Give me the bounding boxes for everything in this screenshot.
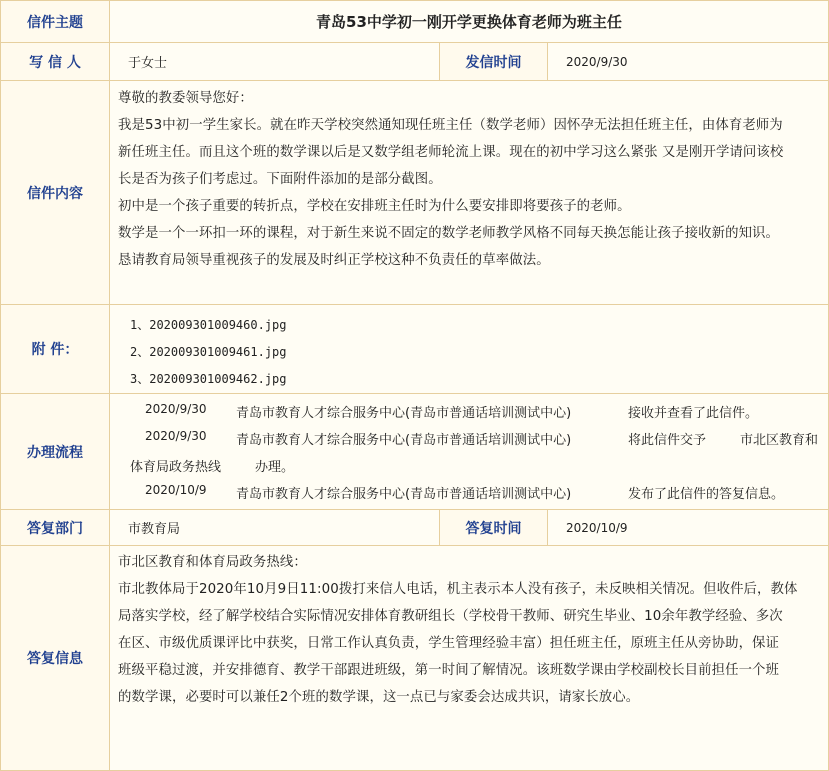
process-date: 2020/9/30 <box>145 429 207 443</box>
subject-label: 信件主题 <box>0 0 110 43</box>
reply-time-value: 2020/10/9 <box>548 510 829 546</box>
reply-line: 的数学课，必要时可以兼任2个班的数学课，这一点已与家委会达成共识，请家长放心。 <box>118 690 640 705</box>
attachment-link[interactable]: 3、202009301009462.jpg <box>130 372 287 386</box>
content-line: 新任班主任。而且这个班的数学课以后是又数学组老师轮流上课。现在的初中学习这么紧张 又是刚开学请问该校 <box>118 145 784 160</box>
letter-content <box>118 85 821 274</box>
content-line: 初中是一个孩子重要的转折点，学校在安排班主任时为什么要安排即将要孩子的老师。 <box>118 199 631 214</box>
process-org: 青岛市教育人才综合服务中心(青岛市普通话培训测试中心) <box>236 487 572 502</box>
content-line: 数学是一个一环扣一环的课程，对于新生来说不固定的数学老师教学风格不同每天换怎能让孩子接收新的知识。 <box>118 226 780 241</box>
reply-time-label: 答复时间 <box>440 510 548 546</box>
process-label: 办理流程 <box>0 394 110 510</box>
reply-line: 在区、市级优质课评比中获奖，日常工作认真负责，学生管理经验丰富）担任班主任，原班主任从旁协助，保证 <box>118 636 780 651</box>
send-time-label: 发信时间 <box>440 43 548 81</box>
reply-content <box>118 549 821 711</box>
process-date: 2020/10/9 <box>145 483 207 497</box>
reply-dept-label: 答复部门 <box>0 510 110 546</box>
reply-line: 市北教体局于2020年10月9日11:00拨打来信人电话，机主表示本人没有孩子，未反映相关情况。但收件后，教体 <box>118 582 798 597</box>
process-action: 办理。 <box>255 460 295 475</box>
content-label: 信件内容 <box>0 81 110 305</box>
reply-dept-value: 市教育局 <box>110 510 440 546</box>
process-org: 青岛市教育人才综合服务中心(青岛市普通话培训测试中心) <box>236 406 572 421</box>
content-line: 我是53中初一学生家长。就在昨天学校突然通知现任班主任（数学老师）因怀孕无法担任班主任，由体育老师为 <box>118 118 783 133</box>
process-target: 体育局政务热线 <box>130 460 222 475</box>
process-org: 青岛市教育人才综合服务中心(青岛市普通话培训测试中心) <box>236 433 572 448</box>
writer-value: 于女士 <box>110 43 440 81</box>
content-line: 恳请教育局领导重视孩子的发展及时纠正学校这种不负责任的草率做法。 <box>118 253 550 268</box>
letter-subject: 青岛53中学初一刚开学更换体育老师为班主任 <box>110 0 829 43</box>
content-line: 尊敬的教委领导您好： <box>118 91 253 106</box>
reply-line: 市北区教育和体育局政务热线： <box>118 555 307 570</box>
process-action: 将此信件交予 <box>628 433 707 448</box>
writer-label: 写 信 人 <box>0 43 110 81</box>
reply-info-label: 答复信息 <box>0 546 110 771</box>
reply-line: 局落实学校，经了解学校结合实际情况安排体育教研组长（学校骨干教师、研究生毕业、10余年教学经验、多次 <box>118 609 783 624</box>
process-action: 接收并查看了此信件。 <box>628 406 759 421</box>
attachment-link[interactable]: 2、202009301009461.jpg <box>130 345 287 359</box>
content-line: 长是否为孩子们考虑过。下面附件添加的是部分截图。 <box>118 172 442 187</box>
process-date: 2020/9/30 <box>145 402 207 416</box>
attachments-label: 附 件： <box>0 305 110 394</box>
process-action: 发布了此信件的答复信息。 <box>628 487 785 502</box>
send-time-value: 2020/9/30 <box>548 43 829 81</box>
reply-line: 班级平稳过渡，并安排德育、教学干部跟进班级，第一时间了解情况。该班数学课由学校副校长目前担任一个班 <box>118 663 780 678</box>
process-target: 市北区教育和 <box>740 433 819 448</box>
attachment-link[interactable]: 1、202009301009460.jpg <box>130 318 287 332</box>
